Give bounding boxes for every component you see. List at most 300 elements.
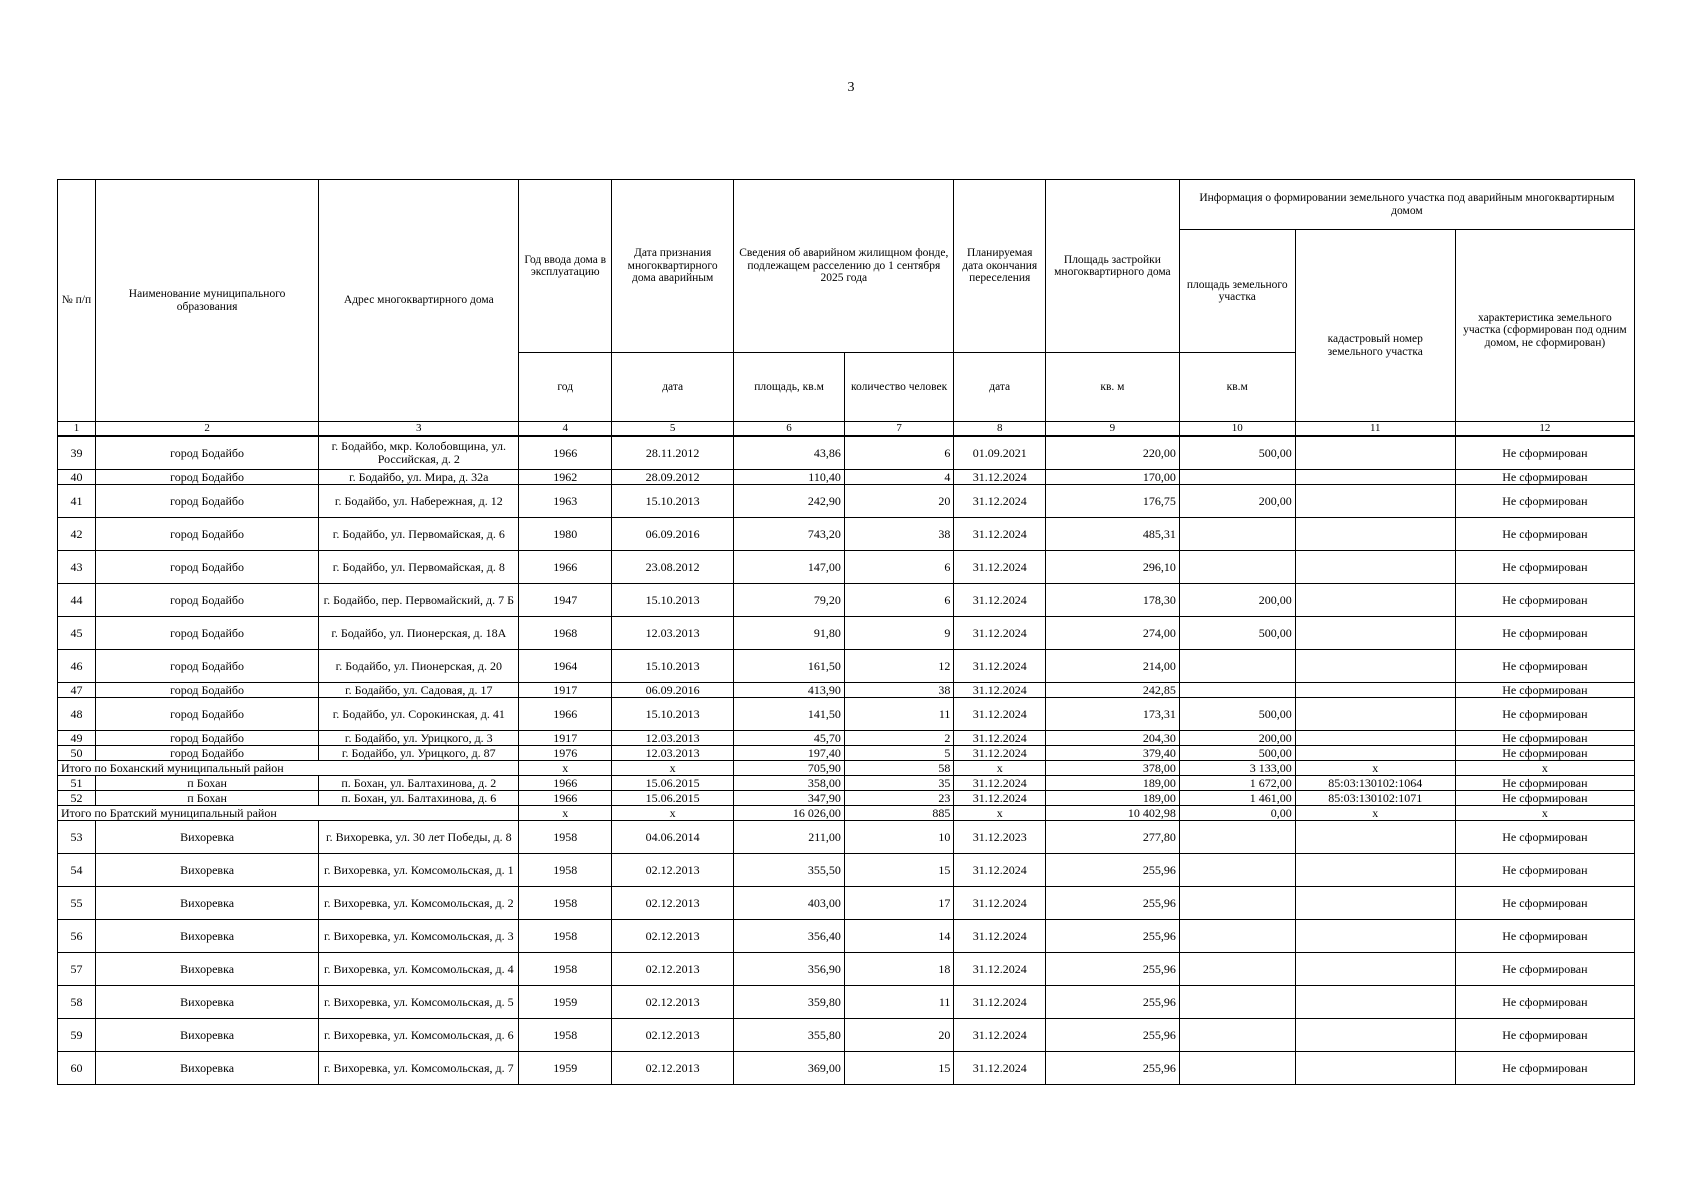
table-cell: 55 [58,887,96,920]
table-cell: 60 [58,1052,96,1085]
subtotal-label: Итого по Боханский муниципальный район [58,761,519,776]
table-cell: 31.12.2024 [954,791,1046,806]
table-cell [1179,683,1295,698]
table-cell: Не сформирован [1455,746,1634,761]
table-cell: Не сформирован [1455,791,1634,806]
table-cell [1295,698,1455,731]
table-cell: 31.12.2024 [954,854,1046,887]
table-cell: 31.12.2024 [954,551,1046,584]
table-cell: 705,90 [734,761,845,776]
table-cell: 15.10.2013 [612,650,734,683]
table-cell: 31.12.2024 [954,518,1046,551]
table-cell: город Бодайбо [95,470,318,485]
table-cell: г. Вихоревка, ул. Комсомольская, д. 1 [319,854,519,887]
table-cell: 04.06.2014 [612,821,734,854]
header-unit-land-sqm: кв.м [1179,353,1295,422]
table-cell: 35 [844,776,954,791]
table-cell: 1 461,00 [1179,791,1295,806]
table-cell: Не сформирован [1455,698,1634,731]
table-cell [1295,470,1455,485]
table-cell: 31.12.2024 [954,887,1046,920]
table-cell [1179,1019,1295,1052]
table-cell: п Бохан [95,791,318,806]
table-cell: 347,90 [734,791,845,806]
table-cell: 1966 [519,791,612,806]
table-cell: 02.12.2013 [612,887,734,920]
table-cell: 45 [58,617,96,650]
table-cell: 43 [58,551,96,584]
header-planned-date: Планируемая дата окончания переселения [954,180,1046,353]
table-cell: город Бодайбо [95,683,318,698]
table-cell: Вихоревка [95,887,318,920]
table-cell: x [1455,761,1634,776]
table-cell: 20 [844,485,954,518]
table-cell: 1947 [519,584,612,617]
table-cell: 12 [844,650,954,683]
header-cadastral: кадастровый номер земельного участка [1295,230,1455,422]
table-body [58,436,1635,1085]
subtotal-label: Итого по Братский муниципальный район [58,806,519,821]
table-cell: 255,96 [1046,1052,1180,1085]
table-cell: 355,80 [734,1019,845,1052]
table-cell [1179,887,1295,920]
table-cell: Не сформирован [1455,920,1634,953]
column-number: 2 [95,422,318,437]
table-cell: 358,00 [734,776,845,791]
subtotal-row [58,806,1635,821]
table-cell: Не сформирован [1455,776,1634,791]
column-number: 3 [319,422,519,437]
header-date-emergency: Дата признания многоквартирного дома аварийным [612,180,734,353]
table-cell: 369,00 [734,1052,845,1085]
column-number: 8 [954,422,1046,437]
table-cell: 274,00 [1046,617,1180,650]
table-cell: 15.10.2013 [612,698,734,731]
table-cell: 02.12.2013 [612,986,734,1019]
table-cell: 242,85 [1046,683,1180,698]
table-cell: 02.12.2013 [612,1052,734,1085]
table-cell: 02.12.2013 [612,920,734,953]
table-cell: 11 [844,698,954,731]
table-cell: 110,40 [734,470,845,485]
table-cell: 220,00 [1046,436,1180,470]
table-cell [1295,953,1455,986]
table-cell: Не сформирован [1455,551,1634,584]
table-cell: 3 133,00 [1179,761,1295,776]
table-cell: 1963 [519,485,612,518]
table-header [58,180,1635,437]
table-cell: город Бодайбо [95,617,318,650]
table-cell: 39 [58,436,96,470]
table-row [58,617,1635,650]
table-cell: 242,90 [734,485,845,518]
table-cell: 1959 [519,986,612,1019]
table-cell: 38 [844,518,954,551]
table-cell: 743,20 [734,518,845,551]
table-cell: 14 [844,920,954,953]
table-cell: г. Бодайбо, пер. Первомайский, д. 7 Б [319,584,519,617]
table-cell: 178,30 [1046,584,1180,617]
table-cell [1295,683,1455,698]
table-cell: 51 [58,776,96,791]
table-cell [1295,746,1455,761]
table-cell: 42 [58,518,96,551]
table-cell: Не сформирован [1455,821,1634,854]
table-cell: 1980 [519,518,612,551]
table-cell: 31.12.2024 [954,1052,1046,1085]
table-cell: 28.11.2012 [612,436,734,470]
column-number: 5 [612,422,734,437]
table-cell: Вихоревка [95,1052,318,1085]
table-cell [1179,920,1295,953]
table-cell: x [954,806,1046,821]
table-row [58,584,1635,617]
table-cell: г. Вихоревка, ул. Комсомольская, д. 4 [319,953,519,986]
table-cell: 1966 [519,698,612,731]
column-number: 4 [519,422,612,437]
table-cell: 16 026,00 [734,806,845,821]
table-cell: 01.09.2021 [954,436,1046,470]
table-cell: 255,96 [1046,920,1180,953]
table-cell: Не сформирован [1455,617,1634,650]
table-cell: город Бодайбо [95,485,318,518]
table-cell: 31.12.2024 [954,617,1046,650]
table-cell [1179,821,1295,854]
table-cell: г. Бодайбо, ул. Пионерская, д. 20 [319,650,519,683]
table-cell [1295,821,1455,854]
table-row [58,953,1635,986]
table-cell: 147,00 [734,551,845,584]
table-cell: x [612,761,734,776]
table-cell: г. Бодайбо, ул. Первомайская, д. 6 [319,518,519,551]
table-cell: 57 [58,953,96,986]
table-cell: г. Вихоревка, ул. Комсомольская, д. 2 [319,887,519,920]
column-number: 6 [734,422,845,437]
table-cell: 91,80 [734,617,845,650]
table-cell: 1964 [519,650,612,683]
column-number: 12 [1455,422,1634,437]
table-cell: 378,00 [1046,761,1180,776]
table-cell: 31.12.2024 [954,746,1046,761]
table-cell: город Бодайбо [95,731,318,746]
table-cell: Не сформирован [1455,470,1634,485]
header-unit-sqm: кв. м [1046,353,1180,422]
table-cell: п. Бохан, ул. Балтахинова, д. 2 [319,776,519,791]
table-cell: 1962 [519,470,612,485]
table-cell: 44 [58,584,96,617]
table-cell: 1958 [519,953,612,986]
table-cell: г. Бодайбо, ул. Урицкого, д. 3 [319,731,519,746]
table-cell: 413,90 [734,683,845,698]
table-cell: 885 [844,806,954,821]
column-number-row [58,422,1635,437]
table-cell: 31.12.2024 [954,470,1046,485]
table-cell: п. Бохан, ул. Балтахинова, д. 6 [319,791,519,806]
table-cell: Не сформирован [1455,518,1634,551]
table-row [58,920,1635,953]
table-cell: 15 [844,854,954,887]
table-cell: 56 [58,920,96,953]
table-cell: x [1455,806,1634,821]
table-cell: 17 [844,887,954,920]
table-cell [1295,920,1455,953]
table-row [58,698,1635,731]
table-cell [1179,551,1295,584]
table-cell: 31.12.2024 [954,920,1046,953]
table-cell [1179,650,1295,683]
table-cell: 43,86 [734,436,845,470]
table-cell: 197,40 [734,746,845,761]
table-cell: 15 [844,1052,954,1085]
table-cell: Не сформирован [1455,1019,1634,1052]
table-cell: 31.12.2024 [954,1019,1046,1052]
table-row [58,485,1635,518]
table-cell: 6 [844,436,954,470]
header-unit-area: площадь, кв.м [734,353,845,422]
table-cell: 47 [58,683,96,698]
table-row [58,854,1635,887]
table-cell: x [1295,761,1455,776]
table-cell: г. Бодайбо, ул. Урицкого, д. 87 [319,746,519,761]
table-cell: 255,96 [1046,887,1180,920]
table-cell: 02.12.2013 [612,1019,734,1052]
table-cell: 12.03.2013 [612,731,734,746]
table-cell [1179,518,1295,551]
table-cell: г. Вихоревка, ул. Комсомольская, д. 3 [319,920,519,953]
header-unit-planned-date: дата [954,353,1046,422]
table-cell: 18 [844,953,954,986]
table-cell: 31.12.2024 [954,986,1046,1019]
table-cell: 06.09.2016 [612,683,734,698]
table-cell [1295,887,1455,920]
table-cell: Вихоревка [95,821,318,854]
table-cell: 161,50 [734,650,845,683]
header-land-info: Информация о формировании земельного участка под аварийным многоквартирным домом [1179,180,1634,230]
table-cell: Не сформирован [1455,953,1634,986]
table-row [58,746,1635,761]
table-cell: 189,00 [1046,791,1180,806]
table-row [58,887,1635,920]
table-cell: 31.12.2024 [954,650,1046,683]
table-cell: г. Бодайбо, ул. Пионерская, д. 18А [319,617,519,650]
table-cell: 1958 [519,920,612,953]
table-cell: 1958 [519,821,612,854]
table-cell: город Бодайбо [95,746,318,761]
header-unit-date: дата [612,353,734,422]
emergency-housing-table [57,179,1635,1085]
table-cell: Не сформирован [1455,485,1634,518]
table-cell: 1959 [519,1052,612,1085]
table-cell: 59 [58,1019,96,1052]
table-row [58,551,1635,584]
table-cell: 1958 [519,854,612,887]
table-cell: 31.12.2024 [954,776,1046,791]
table-cell: 355,50 [734,854,845,887]
table-row [58,986,1635,1019]
header-unit-year: год [519,353,612,422]
table-cell: 255,96 [1046,986,1180,1019]
table-cell: 356,90 [734,953,845,986]
table-cell: 06.09.2016 [612,518,734,551]
table-cell: 23.08.2012 [612,551,734,584]
table-cell: 49 [58,731,96,746]
table-cell: город Бодайбо [95,436,318,470]
table-cell: 40 [58,470,96,485]
table-cell [1295,436,1455,470]
table-cell: 50 [58,746,96,761]
table-cell: 1966 [519,436,612,470]
table-cell [1179,1052,1295,1085]
table-cell: г. Вихоревка, ул. Комсомольская, д. 5 [319,986,519,1019]
table-cell: 5 [844,746,954,761]
table-cell: 6 [844,584,954,617]
table-cell: 1966 [519,776,612,791]
table-cell [1295,485,1455,518]
table-cell: 23 [844,791,954,806]
table-cell: 1917 [519,731,612,746]
table-cell [1295,854,1455,887]
table-cell: Вихоревка [95,1019,318,1052]
table-cell: 02.12.2013 [612,854,734,887]
table-cell: 211,00 [734,821,845,854]
table-row [58,436,1635,470]
column-number: 9 [1046,422,1180,437]
table-cell [1295,986,1455,1019]
table-cell: x [519,806,612,821]
table-cell: 200,00 [1179,485,1295,518]
table-cell: 6 [844,551,954,584]
table-cell: 31.12.2024 [954,683,1046,698]
table-cell: 31.12.2023 [954,821,1046,854]
table-cell: 1966 [519,551,612,584]
table-cell: 359,80 [734,986,845,1019]
table-cell: 500,00 [1179,436,1295,470]
table-cell: город Бодайбо [95,650,318,683]
table-cell: 170,00 [1046,470,1180,485]
table-cell: 31.12.2024 [954,731,1046,746]
table-cell: 255,96 [1046,1019,1180,1052]
header-num: № п/п [58,180,96,422]
table-cell: 54 [58,854,96,887]
table-cell: Не сформирован [1455,986,1634,1019]
table-cell: 15.10.2013 [612,584,734,617]
table-cell: Вихоревка [95,986,318,1019]
table-row [58,470,1635,485]
header-unit-people: количество человек [844,353,954,422]
table-cell: 85:03:130102:1071 [1295,791,1455,806]
column-number: 7 [844,422,954,437]
table-cell [1179,854,1295,887]
table-cell: 379,40 [1046,746,1180,761]
table-cell: 11 [844,986,954,1019]
table-cell: 31.12.2024 [954,698,1046,731]
table-cell: Не сформирован [1455,436,1634,470]
table-cell [1179,470,1295,485]
header-land-area: площадь земельного участка [1179,230,1295,353]
table-cell: город Бодайбо [95,698,318,731]
table-cell: 58 [844,761,954,776]
table-cell: 500,00 [1179,617,1295,650]
table-cell [1295,1019,1455,1052]
table-cell: 46 [58,650,96,683]
header-building-area: Площадь застройки многоквартирного дома [1046,180,1180,353]
table-row [58,776,1635,791]
table-cell [1295,1052,1455,1085]
table-row [58,518,1635,551]
column-number: 1 [58,422,96,437]
table-cell: город Бодайбо [95,518,318,551]
table-cell: 31.12.2024 [954,584,1046,617]
table-cell [1179,986,1295,1019]
table-cell: Вихоревка [95,920,318,953]
table-cell: 41 [58,485,96,518]
table-cell: 0,00 [1179,806,1295,821]
table-cell: г. Бодайбо, ул. Сорокинская, д. 41 [319,698,519,731]
table-row [58,683,1635,698]
table-cell: г. Бодайбо, мкр. Колобовщина, ул. Российская, д. 2 [319,436,519,470]
table-cell: 15.10.2013 [612,485,734,518]
header-address: Адрес многоквартирного дома [319,180,519,422]
table-cell: п Бохан [95,776,318,791]
table-cell: 02.12.2013 [612,953,734,986]
table-cell: 1968 [519,617,612,650]
table-cell: город Бодайбо [95,584,318,617]
table-cell: Не сформирован [1455,731,1634,746]
table-row [58,791,1635,806]
table-row [58,1019,1635,1052]
table-cell: 173,31 [1046,698,1180,731]
table-cell: 20 [844,1019,954,1052]
table-cell: Вихоревка [95,953,318,986]
table-cell: x [954,761,1046,776]
table-cell: г. Бодайбо, ул. Мира, д. 32а [319,470,519,485]
table-cell: 45,70 [734,731,845,746]
table-cell: 500,00 [1179,746,1295,761]
table-cell: 296,10 [1046,551,1180,584]
header-municipality: Наименование муниципального образования [95,180,318,422]
table-cell: Не сформирован [1455,584,1634,617]
table-cell: 31.12.2024 [954,485,1046,518]
table-cell: 48 [58,698,96,731]
table-cell [1295,731,1455,746]
table-cell: Не сформирован [1455,683,1634,698]
table-row [58,650,1635,683]
table-cell: 58 [58,986,96,1019]
table-cell: 85:03:130102:1064 [1295,776,1455,791]
table-cell [1295,551,1455,584]
table-cell: 200,00 [1179,584,1295,617]
table-cell: 141,50 [734,698,845,731]
table-cell [1295,617,1455,650]
table-cell: 277,80 [1046,821,1180,854]
table-cell [1295,584,1455,617]
table-cell: 79,20 [734,584,845,617]
table-cell: г. Бодайбо, ул. Садовая, д. 17 [319,683,519,698]
table-cell: 1917 [519,683,612,698]
table-cell: 2 [844,731,954,746]
table-cell: 28.09.2012 [612,470,734,485]
table-cell: 204,30 [1046,731,1180,746]
table-cell: 1976 [519,746,612,761]
header-year-built: Год ввода дома в эксплуатацию [519,180,612,353]
table-cell: г. Вихоревка, ул. 30 лет Победы, д. 8 [319,821,519,854]
table-cell [1295,650,1455,683]
table-cell: Вихоревка [95,854,318,887]
table-cell: 356,40 [734,920,845,953]
table-cell: x [1295,806,1455,821]
page-number: 3 [847,80,855,95]
table-cell: г. Бодайбо, ул. Набережная, д. 12 [319,485,519,518]
